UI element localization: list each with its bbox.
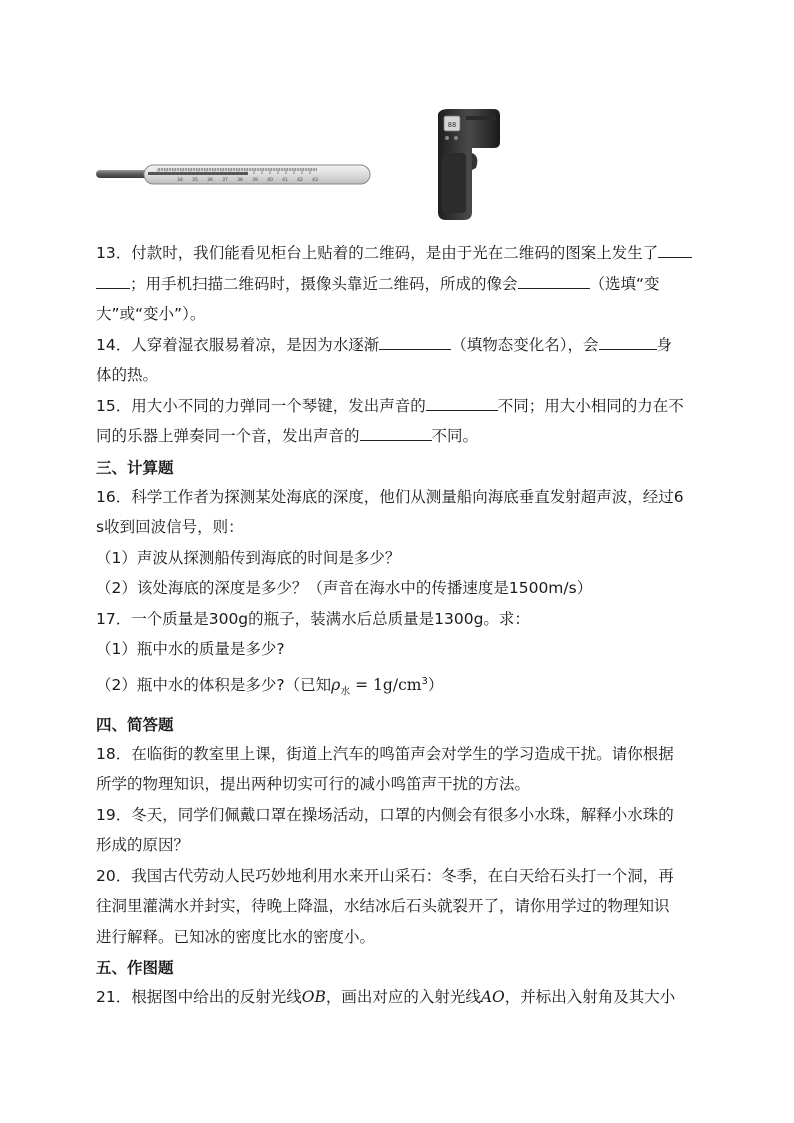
rho-subscript: 水 [340,685,351,697]
q21-text-b: ，画出对应的入射光线 [325,988,481,1007]
thermometer-scale-label: 41 [282,178,288,183]
q17-sub-1: （1）瓶中水的质量是多少? [96,640,285,658]
thermometer-scale-label: 42 [297,178,303,183]
ray-ob-label: OB [301,988,326,1007]
thermometer-scale-label: 43 [312,178,318,183]
q17-superscript: 3 [421,675,428,687]
thermometer-scale-label: 36 [207,178,213,183]
clinical-thermometer-figure [96,163,372,187]
question-20 [96,861,700,953]
q20-text-b: 往洞里灌满水并封实，待晚上降温，水结冰后石头就裂开了，请你用学过的物理知识 [96,897,670,916]
q13-text-b: ；用手机扫描二维码时，摄像头靠近二维码，所成的像会 [130,274,518,293]
q20-text-a: 20．我国古代劳动人民巧妙地利用水来开山采石：冬季，在白天给石头打一个洞，再 [96,866,674,885]
question-19 [96,800,700,861]
q21-text-a: 21．根据图中给出的反射光线 [96,988,302,1007]
question-21 [96,982,700,1013]
thermometer-scale-label: 37 [222,178,228,183]
q16-sub-1: （1）声波从探测船传到海底的时间是多少？ [96,548,401,567]
svg-text:88: 88 [447,121,457,129]
infrared-thermometer-figure [432,108,502,223]
q14-text-b: （填物态变化名），会 [451,335,599,354]
q13-text-d: 大”或“变小”）。 [96,305,206,323]
q13-blank-2 [518,274,590,289]
q18-text-b: 所学的物理知识，提出两种切实可行的减小鸣笛声干扰的方法。 [96,775,531,794]
q15-text-d: 不同。 [431,427,479,445]
section-heading-5: 五、作图题 [96,959,174,978]
section-heading-4: 四、简答题 [96,715,174,734]
thermometer-scale-label: 35 [192,178,198,183]
section-heading-3: 三、计算题 [96,458,174,477]
question-15 [96,391,700,452]
question-14 [96,330,700,391]
q13-blank-1b [96,274,130,289]
question-list [96,238,700,1013]
q19-text-a: 19．冬天，同学们佩戴口罩在操场活动，口罩的内侧会有很多小水珠，解释小水珠的 [96,805,674,824]
question-13 [96,238,700,330]
q16-text-b: s收到回波信号，则： [96,518,244,536]
q17-sub-2 [96,665,700,709]
question-16 [96,482,700,543]
q14-text-d: 体的热。 [96,366,159,384]
thermometer-scale-label: 38 [237,178,243,183]
q16-sub-2: （2）该处海底的深度是多少？（声音在海水中的传播速度是1500m/s） [96,579,593,597]
q15-blank-1 [426,396,498,411]
thermometer-scale-label: 40 [267,178,273,183]
q17-sub-2-text: （2）瓶中水的体积是多少?（已知 [96,675,332,694]
q18-text-a: 18．在临街的教室里上课，街道上汽车的鸣笛声会对学生的学习造成干扰。请你根据 [96,744,674,763]
thermometer-scale-label: 39 [252,178,258,183]
q17-sub-2-close: ） [427,675,444,694]
rho-symbol: ρ [331,675,341,694]
q14-text-a: 14．人穿着湿衣服易着凉，是因为水逐渐 [96,335,380,354]
question-18 [96,739,700,800]
q16-text-a: 16．科学工作者为探测某处海底的深度，他们从测量船向海底垂直发射超声波，经过6 [96,487,684,506]
q15-blank-2 [360,426,432,441]
ray-ao-label: AO [480,988,505,1007]
q15-text-b: 不同；用大小相同的力在不 [497,396,684,415]
q14-blank-2 [599,335,657,350]
question-17: 17．一个质量是300g的瓶子，装满水后总质量是1300g。求： [96,609,530,628]
q13-blank-1a [658,243,692,258]
q20-text-c: 进行解释。已知冰的密度比水的密度小。 [96,927,376,946]
thermometer-scale-label: 34 [177,178,183,183]
q13-text-c: （选填“变 [589,274,660,293]
q19-text-b: 形成的原因？ [96,836,190,855]
q15-text-a: 15．用大小不同的力弹同一个琴键，发出声音的 [96,396,426,415]
q14-blank-1 [379,335,451,350]
q13-text-a: 13．付款时，我们能看见柜台上贴着的二维码，是由于光在二维码的图案上发生了 [96,244,659,262]
q15-text-c: 同的乐器上弹奏同一个音，发出声音的 [96,427,360,445]
figures-row [0,100,794,225]
q21-text-c: ，并标出入射角及其大小 [504,988,676,1007]
q14-text-c: 身 [656,335,673,354]
q17-density-value: = 1g/cm [350,675,422,694]
